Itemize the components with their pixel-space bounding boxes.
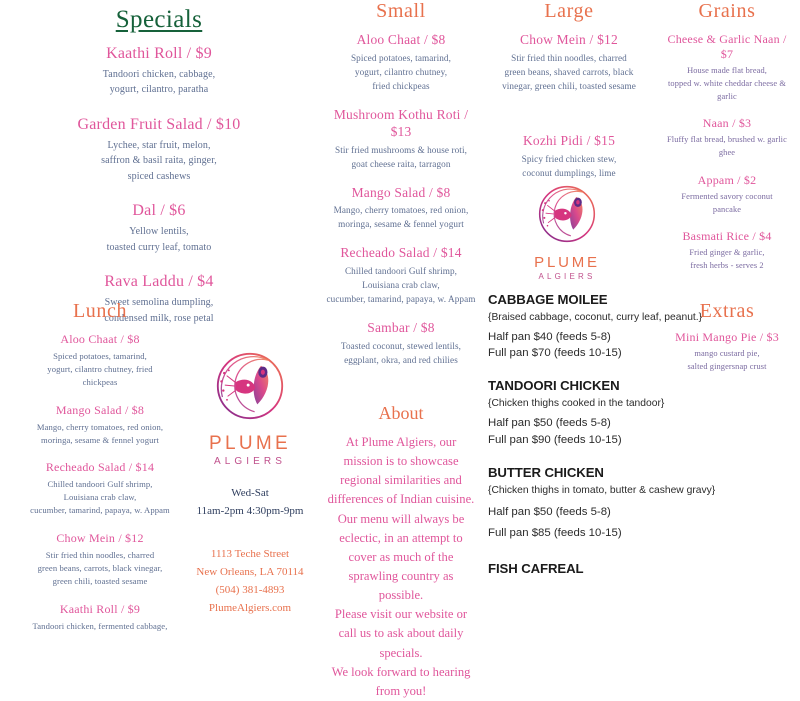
section-heading-extras: Extras bbox=[699, 299, 755, 322]
section-heading-small: Small bbox=[376, 0, 426, 22]
about-paragraph: Our menu will always be eclectic, in an attempt to cover as much of the sprawling country as possible. bbox=[337, 511, 465, 603]
catering-item bbox=[488, 465, 796, 544]
menu-item-desc: Fluffy flat bread, brushed w. garlic ghee bbox=[667, 135, 787, 158]
section-small bbox=[318, 0, 484, 701]
address-street: 1113 Teche Street bbox=[210, 548, 290, 561]
catering-full-pan: Full pan $70 (feeds 10-15) bbox=[488, 347, 622, 360]
menu-item-name: Basmati Rice / $4 bbox=[682, 229, 772, 244]
menu-item-name: Kaathi Roll / $9 bbox=[59, 601, 141, 616]
menu-item-name: Kozhi Pidi / $15 bbox=[522, 132, 616, 148]
about-paragraph: We look forward to hearing from you! bbox=[331, 664, 471, 698]
about-paragraph: At Plume Algiers, our mission is to showcase regional similarities and differences of Indian cuisine. bbox=[327, 435, 475, 507]
menu-item-desc: Chilled tandoori Gulf shrimp, Louisiana crab claw, cucumber, tamarind, papaya, w. Appam bbox=[30, 479, 170, 516]
menu-item-name: Garden Fruit Salad / $10 bbox=[77, 115, 241, 133]
brand-wordmark: PLUME bbox=[209, 433, 291, 454]
brand-logo-secondary bbox=[502, 175, 632, 281]
menu-item-desc: Sweet semolina dumpling, condensed milk, rose petal bbox=[104, 297, 214, 324]
menu-item-desc: Fermented savory coconut pancake bbox=[681, 191, 773, 214]
catering-item-desc: {Braised cabbage, coconut, curry leaf, peanut.} bbox=[488, 312, 703, 323]
menu-item bbox=[660, 116, 794, 160]
menu-item bbox=[10, 403, 190, 447]
catering-item bbox=[488, 292, 796, 361]
menu-item bbox=[492, 32, 646, 94]
menu-item bbox=[18, 44, 300, 98]
menu-item-desc: Yellow lentils, toasted curry leaf, tomato bbox=[106, 226, 212, 253]
catering-full-pan: Full pan $90 (feeds 10-15) bbox=[488, 433, 622, 446]
menu-item-desc: Mango, cherry tomatoes, red onion, moringa, sesame & fennel yogurt bbox=[333, 205, 469, 230]
menu-item bbox=[18, 201, 300, 255]
brand-logo-primary bbox=[185, 340, 315, 618]
address-city: New Orleans, LA 70114 bbox=[196, 566, 304, 579]
menu-item-desc: Stir fried thin noodles, charred green beans, shaved carrots, black vinegar, green chili, toasted sesame bbox=[502, 52, 636, 91]
about-body bbox=[326, 433, 476, 701]
menu-item-desc: Spicy fried chicken stew, coconut dumplings, lime bbox=[521, 153, 617, 178]
menu-item-desc: Stir fried thin noodles, charred green beans, carrots, black vinegar, green chili, toasted sesame bbox=[37, 550, 163, 586]
menu-item-desc: Spiced potatoes, tamarind, yogurt, cilantro chutney, fried chickpeas bbox=[350, 52, 452, 91]
brand-subtitle: ALGIERS bbox=[213, 456, 287, 467]
section-heading-large: Large bbox=[544, 0, 594, 22]
catering-half-pan: Half pan $40 (feeds 5-8) bbox=[488, 331, 611, 343]
menu-item-name: Chow Mein / $12 bbox=[520, 32, 618, 47]
menu-item-name: Aloo Chaat / $8 bbox=[60, 332, 140, 346]
menu-item bbox=[326, 245, 476, 307]
catering-item-title: BUTTER CHICKEN bbox=[488, 464, 604, 480]
menu-item-name: Rava Laddu / $4 bbox=[104, 273, 214, 290]
catering-half-pan: Half pan $50 (feeds 5-8) bbox=[488, 505, 611, 518]
peacock-feather-circle-logo-icon bbox=[528, 175, 606, 253]
section-heading-grains: Grains bbox=[698, 0, 756, 22]
menu-item bbox=[10, 531, 190, 588]
contact-block bbox=[185, 546, 315, 617]
menu-item bbox=[10, 460, 190, 517]
menu-item bbox=[326, 185, 476, 233]
menu-item-desc: Mango, cherry tomatoes, red onion, moringa, sesame & fennel yogurt bbox=[36, 421, 164, 445]
menu-item-name: Recheado Salad / $14 bbox=[45, 460, 155, 475]
brand-subtitle: ALGIERS bbox=[538, 272, 596, 281]
menu-item-desc: Chilled tandoori Gulf shrimp, Louisiana crab claw, cucumber, tamarind, papaya, w. Appam bbox=[326, 266, 476, 305]
phone-number[interactable]: (504) 381-4893 bbox=[215, 583, 285, 596]
catering-item-desc: {Chicken thighs cooked in the tandoor} bbox=[488, 398, 665, 410]
menu-item-name: Kaathi Roll / $9 bbox=[106, 44, 212, 62]
menu-item-name: Mini Mango Pie / $3 bbox=[675, 329, 779, 344]
menu-item bbox=[660, 229, 794, 273]
menu-item bbox=[326, 32, 476, 94]
website-link[interactable]: PlumeAlgiers.com bbox=[208, 601, 292, 614]
menu-item-desc: Tandoori chicken, cabbage, yogurt, cilantro, paratha bbox=[102, 68, 216, 95]
catering-full-pan: Full pan $85 (feeds 10-15) bbox=[488, 526, 622, 539]
menu-item-name: Mango Salad / $8 bbox=[351, 184, 451, 200]
menu-item-desc: Toasted coconut, stewed lentils, eggplant, okra, and red chilies bbox=[340, 341, 462, 366]
catering-item-title: CABBAGE MOILEE bbox=[488, 292, 608, 307]
menu-item-desc: Tandoori chicken, fermented cabbage, bbox=[32, 620, 168, 631]
menu-item-name: Cheese & Garlic Naan / $7 bbox=[667, 32, 787, 61]
menu-item-name: Chow Mein / $12 bbox=[56, 531, 144, 546]
section-heading-lunch: Lunch bbox=[72, 300, 128, 322]
menu-item-name: Mushroom Kothu Roti / $13 bbox=[333, 106, 469, 139]
menu-item bbox=[18, 115, 300, 185]
menu-item-desc: mango custard pie, salted gingersnap crust bbox=[687, 348, 767, 371]
catering-item bbox=[488, 561, 796, 576]
menu-item-name: Sambar / $8 bbox=[367, 320, 435, 336]
section-heading-specials: Specials bbox=[115, 6, 203, 33]
peacock-feather-circle-logo-icon bbox=[204, 340, 296, 432]
menu-item bbox=[326, 107, 476, 172]
about-paragraph: Please visit our website or call us to ask about daily specials. bbox=[334, 607, 468, 660]
menu-item-name: Naan / $3 bbox=[702, 116, 752, 131]
hours-block bbox=[185, 484, 315, 520]
menu-item-desc: House made flat bread, topped w. white cheddar cheese & garlic bbox=[668, 66, 786, 101]
menu-item bbox=[660, 173, 794, 217]
section-lunch bbox=[0, 300, 200, 647]
menu-item-desc: Lychee, star fruit, melon, saffron & basil raita, ginger, spiced cashews bbox=[101, 139, 217, 182]
menu-item-desc: Stir fried mushrooms & house roti, goat cheese raita, tarragon bbox=[334, 144, 468, 169]
menu-item-name: Mango Salad / $8 bbox=[55, 402, 145, 417]
catering-item bbox=[488, 378, 796, 447]
section-specials bbox=[0, 6, 318, 343]
menu-item bbox=[326, 320, 476, 368]
menu-item bbox=[10, 332, 190, 389]
menu-item-name: Appam / $2 bbox=[697, 172, 757, 187]
menu-item-name: Recheado Salad / $14 bbox=[340, 245, 462, 261]
hours-times: 11am-2pm 4:30pm-9pm bbox=[196, 505, 304, 518]
catering-item-title: TANDOORI CHICKEN bbox=[488, 378, 620, 394]
catering-half-pan: Half pan $50 (feeds 5-8) bbox=[488, 417, 611, 430]
menu-item-name: Aloo Chaat / $8 bbox=[356, 32, 446, 47]
catering-item-desc: {Chicken thighs in tomato, butter & cashew gravy} bbox=[488, 484, 716, 496]
menu-item bbox=[660, 32, 794, 103]
menu-item-name: Dal / $6 bbox=[132, 202, 186, 219]
section-catering bbox=[484, 292, 800, 593]
menu-item-desc: Fried ginger & garlic, fresh herbs - serves 2 bbox=[689, 248, 765, 271]
brand-wordmark: PLUME bbox=[534, 254, 600, 271]
section-large bbox=[484, 0, 654, 181]
catering-item-title: FISH CAFREAL bbox=[488, 560, 584, 576]
section-heading-about: About bbox=[378, 403, 424, 424]
menu-item bbox=[10, 602, 190, 633]
menu-item bbox=[492, 133, 646, 181]
section-about bbox=[326, 403, 476, 701]
menu-item-desc: Spiced potatoes, tamarind, yogurt, cilantro chutney, fried chickpeas bbox=[47, 351, 153, 387]
hours-days: Wed-Sat bbox=[231, 487, 269, 499]
